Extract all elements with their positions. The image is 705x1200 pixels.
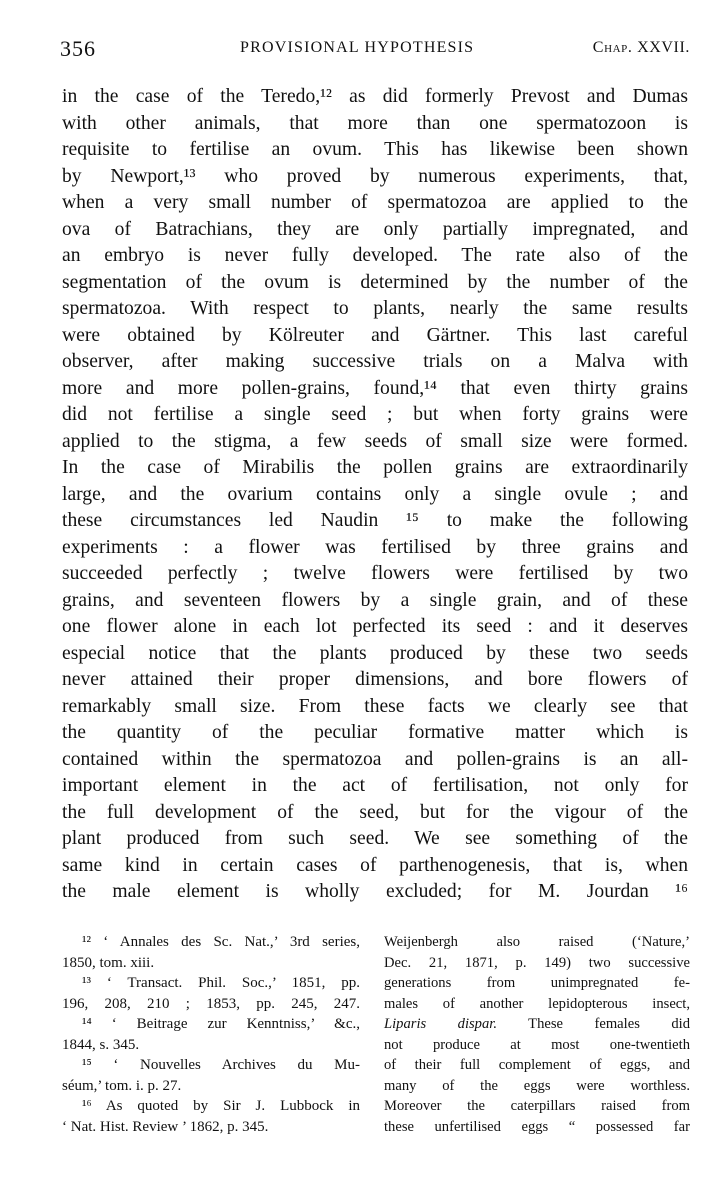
footnotes-left-column bbox=[62, 932, 360, 1137]
footnote-line: males of another lepidopterous insect, bbox=[384, 995, 690, 1012]
text-line: same kind in certain cases of parthenogenesis, that is, when bbox=[62, 854, 688, 876]
text-line: applied to the stigma, a few seeds of small size were formed. bbox=[62, 430, 688, 452]
text-line: did not fertilise a single seed ; but when forty grains were bbox=[62, 404, 688, 425]
body-text bbox=[62, 84, 688, 906]
footnote-line: ¹³ ‘ Transact. Phil. Soc.,’ 1851, pp. bbox=[82, 975, 360, 991]
text-line: observer, after making successive trials on a Malva with bbox=[62, 351, 688, 372]
footnote-line: Liparis dispar. These females did bbox=[384, 1016, 690, 1032]
text-line: never attained their proper dimensions, and bore flowers of bbox=[62, 669, 688, 690]
page-number: 356 bbox=[60, 36, 96, 61]
footnote-line: ¹⁵ ‘ Nouvelles Archives du Mu- bbox=[82, 1057, 360, 1073]
text-line: experiments : a flower was fertilised by three grains and bbox=[62, 536, 688, 558]
footnotes-right-column bbox=[384, 932, 690, 1137]
text-line: in the case of the Teredo,¹² as did formerly Prevost and Dumas bbox=[62, 86, 688, 107]
text-line: the quantity of the peculiar formative matter which is bbox=[62, 722, 688, 743]
text-line: contained within the spermatozoa and pollen-grains is an all- bbox=[62, 748, 688, 770]
text-line: plant produced from such seed. We see something of the bbox=[62, 828, 688, 849]
footnote-line: ¹² ‘ Annales des Sc. Nat.,’ 3rd series, bbox=[82, 934, 360, 950]
text-line: one flower alone in each lot perfected its seed : and it deserves bbox=[62, 616, 688, 637]
text-line: especial notice that the plants produced by these two seeds bbox=[62, 642, 688, 664]
text-line: In the case of Mirabilis the pollen grains are extraordinarily bbox=[62, 457, 688, 478]
text-line: large, and the ovarium contains only a single ovule ; and bbox=[62, 483, 688, 505]
footnote-line: Dec. 21, 1871, p. 149) two successive bbox=[384, 954, 690, 971]
text-line: spermatozoa. With respect to plants, nearly the same results bbox=[62, 298, 688, 319]
footnote-line: ¹⁶ As quoted by Sir J. Lubbock in bbox=[82, 1098, 360, 1114]
chapter-label: Chap. XXVII. bbox=[592, 39, 690, 56]
footnote-line: 196, 208, 210 ; 1853, pp. 245, 247. bbox=[62, 995, 360, 1012]
text-line: these circumstances led Naudin ¹⁵ to make the following bbox=[62, 510, 688, 531]
text-line: when a very small number of spermatozoa are applied to the bbox=[62, 192, 688, 213]
text-line: with other animals, that more than one spermatozoon is bbox=[62, 112, 688, 134]
running-header bbox=[60, 36, 690, 62]
text-line: the male element is wholly excluded; for M. Jourdan ¹⁶ bbox=[62, 881, 688, 902]
text-line: ova of Batrachians, they are only partially impregnated, and bbox=[62, 218, 688, 240]
text-line: important element in the act of fertilisation, not only for bbox=[62, 775, 688, 796]
text-line: the full development of the seed, but for the vigour of the bbox=[62, 801, 688, 823]
text-line: were obtained by Kölreuter and Gärtner. This last careful bbox=[62, 324, 688, 346]
text-line: remarkably small size. From these facts we clearly see that bbox=[62, 695, 688, 717]
text-line: segmentation of the ovum is determined by the number of the bbox=[62, 271, 688, 293]
footnote-line: 1850, tom. xiii. bbox=[62, 954, 155, 971]
text-line: grains, and seventeen flowers by a single grain, and of these bbox=[62, 589, 688, 611]
footnote-line: Moreover the caterpillars raised from bbox=[384, 1098, 690, 1114]
footnote-line: of their full complement of eggs, and bbox=[384, 1057, 690, 1073]
footnote-line: these unfertilised eggs “ possessed far bbox=[384, 1118, 690, 1135]
footnote-line: ¹⁴ ‘ Beitrage zur Kenntniss,’ &c., bbox=[82, 1016, 360, 1032]
footnote-line: many of the eggs were worthless. bbox=[384, 1077, 690, 1094]
species-name: Liparis dispar. bbox=[384, 1016, 497, 1032]
footnotes bbox=[62, 932, 690, 1162]
footnote-line: not produce at most one-twentieth bbox=[384, 1036, 690, 1053]
text-line: requisite to fertilise an ovum. This has likewise been shown bbox=[62, 139, 688, 160]
footnote-line: Weijenbergh also raised (‘Nature,’ bbox=[384, 934, 690, 950]
footnote-line: generations from unimpregnated fe- bbox=[384, 975, 690, 991]
text-line: by Newport,¹³ who proved by numerous experiments, that, bbox=[62, 165, 688, 187]
footnote-line: ‘ Nat. Hist. Review ’ 1862, p. 345. bbox=[62, 1118, 269, 1135]
footnote-line: séum,’ tom. i. p. 27. bbox=[62, 1077, 182, 1094]
footnote-line: 1844, s. 345. bbox=[62, 1036, 140, 1053]
running-title: PROVISIONAL HYPOTHESIS bbox=[240, 39, 475, 56]
text-line: an embryo is never fully developed. The rate also of the bbox=[62, 245, 688, 266]
text-line: succeeded perfectly ; twelve flowers were fertilised by two bbox=[62, 563, 688, 584]
text-line: more and more pollen-grains, found,¹⁴ that even thirty grains bbox=[62, 377, 688, 399]
